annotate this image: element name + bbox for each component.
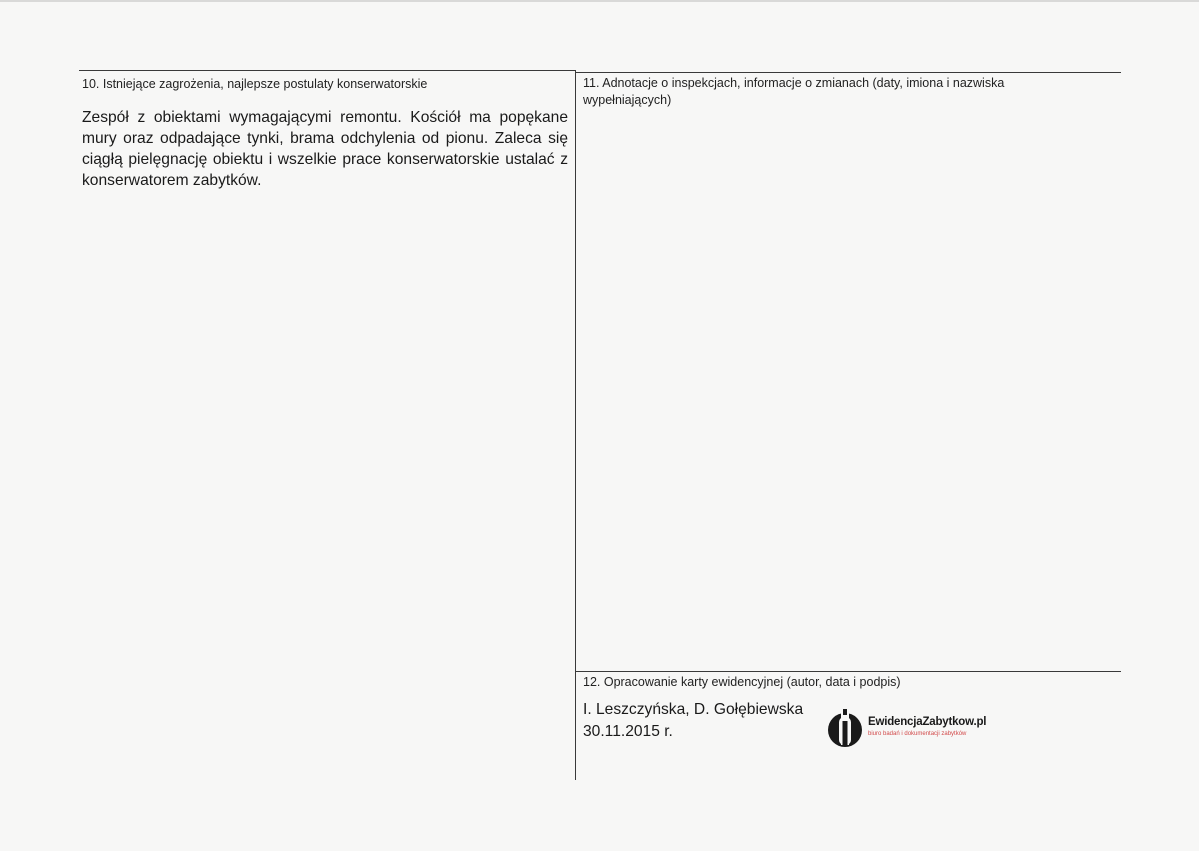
section12-label: 12. Opracowanie karty ewidencyjnej (autor, data i podpis): [583, 675, 901, 689]
section10-label: 10. Istniejące zagrożenia, najlepsze postulaty konserwatorskie: [82, 77, 428, 91]
ewidencja-logo: [827, 708, 997, 748]
logo-title: EwidencjaZabytkow.pl: [868, 716, 987, 728]
section12-top-rule: [575, 671, 1121, 672]
section10-text: Zespół z obiektami wymagającymi remontu. Kościół ma popękane mury oraz odpadające tynki, brama odchylenia od pionu. Zaleca się ciągłą pielęgnację obiektu i wszelkie prace konserwatorskie ustalać z konserwatorem zabytków.: [82, 109, 568, 189]
column-divider: [575, 70, 576, 780]
section11-top-rule: [575, 72, 1121, 73]
scan-edge: [0, 0, 1199, 2]
section10-top-rule: [79, 70, 575, 71]
section11-label-line1: 11. Adnotacje o inspekcjach, informacje o zmianach (daty, imiona i nazwiska: [583, 76, 1005, 90]
section12-date: 30.11.2015 r.: [583, 723, 673, 740]
section11-label-line2: wypełniających): [583, 93, 672, 107]
section12-authors: I. Leszczyńska, D. Gołębiewska: [583, 701, 804, 718]
logo-subtitle: biuro badań i dokumentacji zabytków: [868, 731, 967, 737]
ewidencja-logo-icon: [827, 708, 863, 748]
